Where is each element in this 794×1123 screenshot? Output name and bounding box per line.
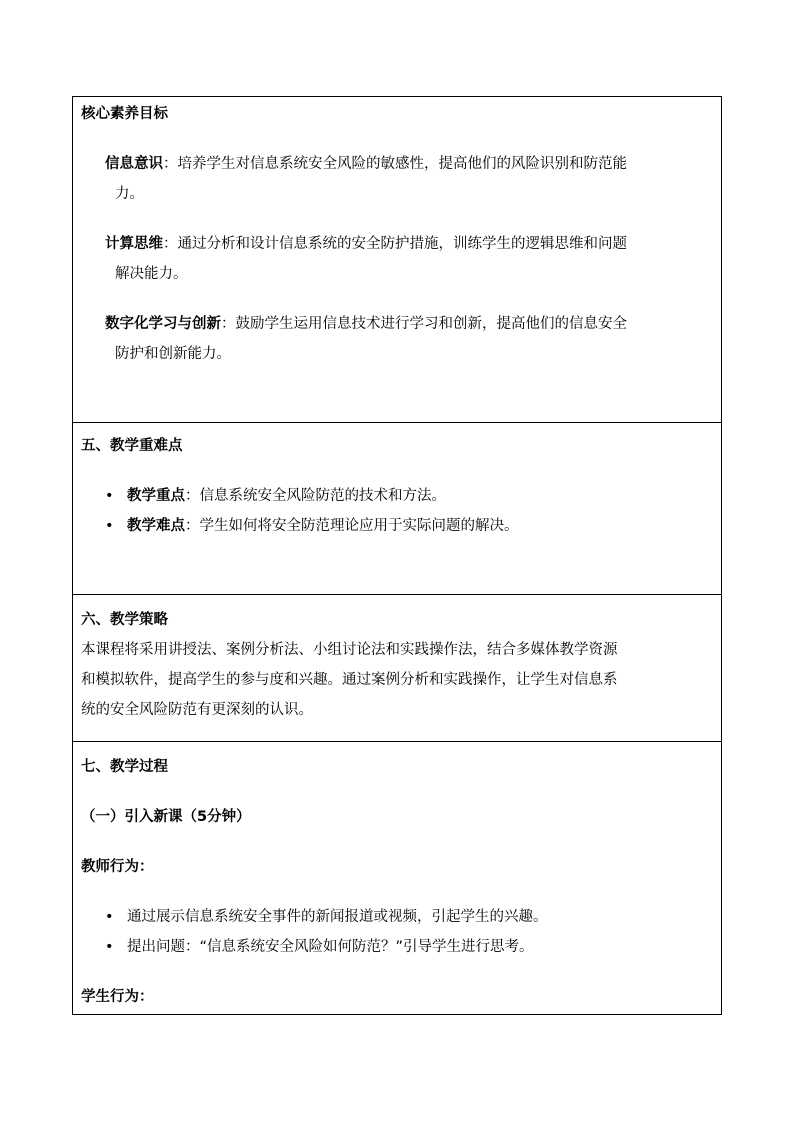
- core-item-text: ：培养学生对信息系统安全风险的敏感性，提高他们的风险识别和防范能: [163, 156, 627, 172]
- lesson-plan-table: [72, 96, 722, 1015]
- difficulty-list: [81, 481, 713, 541]
- core-item-text-cont: 力。: [115, 186, 144, 202]
- core-item-label: 信息意识: [105, 156, 163, 172]
- list-item: • 教学难点：学生如何将安全防范理论应用于实际问题的解决。: [127, 511, 713, 541]
- core-item-text: ：鼓励学生运用信息技术进行学习和创新，提高他们的信息安全: [221, 316, 627, 332]
- strategy-line: 统的安全风险防范有更深刻的认识。: [81, 702, 313, 718]
- teacher-list: [81, 902, 713, 962]
- core-item-label: 计算思维: [105, 236, 163, 252]
- core-item-information: [105, 149, 713, 209]
- core-title: 核心素养目标: [81, 106, 168, 122]
- list-item: • 教学重点：信息系统安全风险防范的技术和方法。: [127, 481, 713, 511]
- core-item-text: ：通过分析和设计信息系统的安全防护措施，训练学生的逻辑思维和问题: [163, 236, 627, 252]
- strategy-cell: [73, 595, 722, 742]
- process-cell: [73, 742, 722, 1015]
- student-label: 学生行为：: [81, 989, 154, 1005]
- strategy-line: 本课程将采用讲授法、案例分析法、小组讨论法和实践操作法，结合多媒体教学资源: [81, 642, 618, 658]
- difficulty-title: 五、教学重难点: [81, 438, 183, 454]
- core-row: [73, 97, 722, 423]
- core-item-text-cont: 防护和创新能力。: [115, 346, 231, 362]
- teacher-label: 教师行为：: [81, 859, 154, 875]
- strategy-row: [73, 595, 722, 742]
- core-item-computational: [105, 229, 713, 289]
- list-item: • 提出问题：“信息系统安全风险如何防范？”引导学生进行思考。: [127, 932, 713, 962]
- process-row: [73, 742, 722, 1015]
- process-subtitle: （一）引入新课（5分钟）: [81, 809, 251, 825]
- process-title: 七、教学过程: [81, 759, 168, 775]
- difficulty-row: [73, 423, 722, 595]
- difficulty-cell: [73, 423, 722, 595]
- core-item-label: 数字化学习与创新: [105, 316, 221, 332]
- core-cell: [73, 97, 722, 423]
- strategy-line: 和模拟软件，提高学生的参与度和兴趣。通过案例分析和实践操作，让学生对信息系: [81, 672, 618, 688]
- list-item: • 通过展示信息系统安全事件的新闻报道或视频，引起学生的兴趣。: [127, 902, 713, 932]
- strategy-title: 六、教学策略: [81, 612, 168, 628]
- core-item-text-cont: 解决能力。: [115, 266, 188, 282]
- core-item-digital: [105, 309, 713, 369]
